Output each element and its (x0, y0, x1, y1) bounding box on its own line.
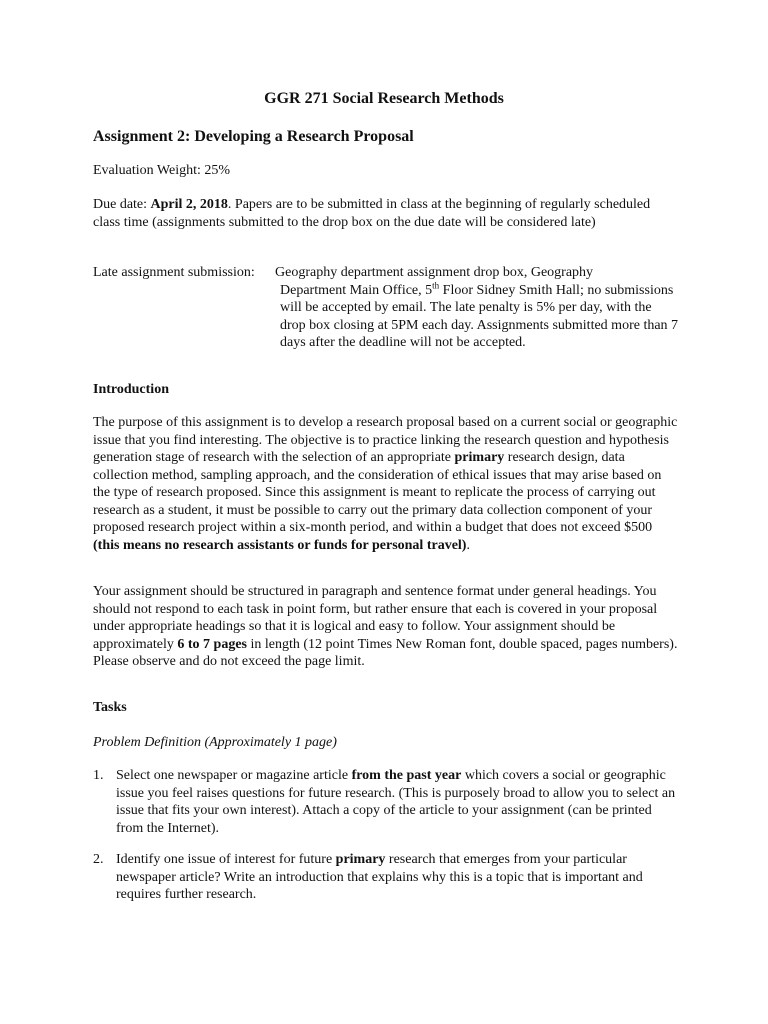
due-date-value: April 2, 2018 (150, 197, 228, 212)
late-submission-first-line: Geography department assignment drop box, Geography (275, 265, 594, 280)
introduction-paragraph-1 (93, 414, 678, 554)
course-title: GGR 271 Social Research Methods (264, 90, 504, 107)
late-submission-body (280, 279, 680, 352)
list-item-text-b: research that emerges from your particular newspaper article? Write an introduction that explains why this is a topic that is important and requires further research. (116, 852, 643, 902)
late-submission-ordinal: th (432, 279, 440, 290)
intro-p1-text-b: research design, data collection method, sampling approach, and the consideration of ethical issues that may arise based on the type of research proposed. Since this assignment is meant to replicate the process of carrying out research as a student, it must be possible to carry out the primary data collection component of your proposed research project within a six-month period, and within a budget that does not exceed $500 (93, 450, 662, 535)
late-submission-text-1: Department Main Office, 5 (280, 282, 433, 298)
intro-p2-bold-pages: 6 to 7 pages (177, 636, 247, 652)
list-item-bold: primary (335, 852, 386, 867)
evaluation-weight: Evaluation Weight: 25% (93, 163, 231, 178)
intro-p1-bold-primary: primary (454, 450, 505, 465)
introduction-heading: Introduction (93, 382, 169, 397)
list-item-text (116, 851, 678, 904)
intro-p2-text-b: in length (12 point Times New Roman font, double spaced, pages numbers). Please observe and do not exceed the page limit. (93, 636, 678, 669)
list-item-text-b: which covers a social or geographic issue you feel raises questions for future research. (This is purposely broad to allow you to select an issue that fits your own interest). Attach a copy of the article to your assignment (can be printed from the Internet). (116, 768, 676, 836)
tasks-heading: Tasks (93, 700, 127, 715)
intro-p1-text-c: . (466, 537, 470, 553)
due-date-label: Due date: (93, 197, 151, 212)
late-submission-label: Late assignment submission: (93, 265, 255, 280)
late-submission-text-2: Floor Sidney Smith Hall; no submissions will be accepted by email. The late penalty is 5% per day, with the drop box closing at 5PM each day. Assignments submitted more than 7 days after the deadline will not be accepted. (280, 282, 679, 350)
list-item-bold: from the past year (351, 768, 462, 783)
list-item-number: 1. (93, 768, 104, 783)
introduction-paragraph-2 (93, 583, 678, 671)
list-item-number: 2. (93, 852, 104, 867)
due-date-paragraph (93, 196, 678, 231)
intro-p2-text-a: Your assignment should be structured in paragraph and sentence format under general headings. You should not respond to each task in point form, but rather ensure that each is covered in your proposal under appropriate headings so that it is logical and easy to follow. Your assignment should be approximately (93, 584, 658, 652)
intro-p1-bold-budget: (this means no research assistants or funds for personal travel) (93, 537, 467, 553)
problem-definition-subheading: Problem Definition (Approximately 1 page) (93, 735, 337, 750)
document-page (93, 0, 683, 1024)
list-item-text-a: Select one newspaper or magazine article (116, 768, 352, 783)
due-date-text: . Papers are to be submitted in class at the beginning of regularly scheduled class time (assignments submitted to the drop box on the due date will be considered late) (93, 197, 651, 230)
list-item-text (116, 767, 678, 837)
intro-p1-text-a: The purpose of this assignment is to develop a research proposal based on a current social or geographic issue that you find interesting. The objective is to practice linking the research question and hypothesis generation stage of research with the selection of an appropriate (93, 415, 678, 465)
assignment-title: Assignment 2: Developing a Research Proposal (93, 128, 414, 145)
list-item-text-a: Identify one issue of interest for future (116, 852, 336, 867)
